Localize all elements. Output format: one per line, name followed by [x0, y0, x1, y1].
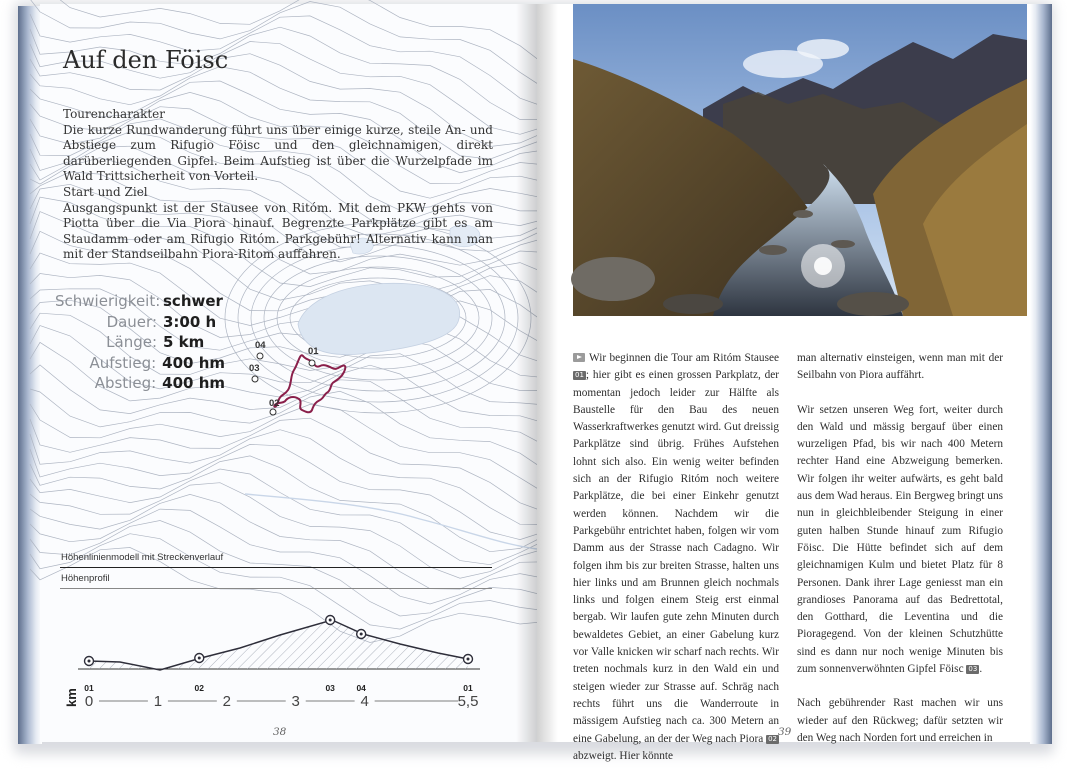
right-page: [537, 4, 1030, 762]
paragraph: [797, 695, 1003, 747]
profile-marker-label: 02: [194, 683, 204, 693]
waypoint-tag: 03: [968, 665, 978, 674]
tour-character-block: [63, 107, 493, 185]
waypoint-tag: 01: [575, 371, 584, 380]
start-goal-text: Ausgangspunkt ist der Stausee von Ritóm. Mit dem PKW gehts von Piotta über die Via Piora hinauf. Begrenzte Parkplätze gibt es am Staudamm oder am Rifugio Ritóm. Parkgebühr! Alternativ kann man mit der Standseilbahn Piora-Ritom auffahren.: [63, 200, 493, 261]
profile-marker-dot: [198, 657, 201, 660]
paragraph-text: Nach gebührender Rast machen wir uns wieder auf den Rückweg; dafür setzten wir den Weg nach Norden fort und erreichen in: [797, 697, 1003, 744]
elevation-profile: [40, 599, 537, 724]
text-column-1: [573, 350, 779, 765]
profile-area: [89, 620, 468, 670]
landscape-photo: [573, 4, 1027, 316]
tour-character-text: Die kurze Rundwanderung führt uns über einige kurze, steile An- und Abstiege zum Rifugio Föisc und den gleichnamigen, direkt darüberliegenden Gipfel. Beim Aufstieg ist über die Wurzelpfade im Wald Trittsicherheit von Vorteil.: [63, 122, 493, 183]
profile-tick-label: 4: [360, 693, 369, 710]
profile-marker-label: 03: [325, 683, 335, 693]
page-number-right: 39: [778, 726, 792, 738]
waypoint-label-01: 01: [308, 346, 319, 357]
route-overlay: [40, 4, 537, 549]
paragraph-text: man alternativ einsteigen, wenn man mit der Seilbahn von Piora auffährt.: [797, 352, 1003, 382]
waypoint-tag: 02: [768, 734, 777, 743]
start-goal-heading: Start und Ziel: [63, 185, 148, 199]
paragraph-text: Wir beginnen die Tour am Ritóm Stausee 01 ; hier gibt es einen grossen Parkplatz, der momentan jedoch leider zur Hälfte als Baustelle für den Bau des neuen Wasserkraftwerkes genutzt wird. Gut dreissig Parkplätze sind übrig. Frühes Aufstehen lohnt sich also. Ein wenig weiter befinden sich an der Rifugio Ritóm noch weitere Parkplätze, die bei einer Einkehr genutzt werden können. Nachdem wir die Parkgebühr entrichtet haben, folgen wir vom Damm aus der Strasse nach Cadagno. Wir folgen ihm bis zur breiten Strasse, halten uns hier links und am Brunnen gleich nochmals links und folgen einem Steig erst einmal bergab. Wir laufen gute zehn Minuten durch bewaldetes Gebiet, an einer Gabelung kurz vor Valle knicken wir scharf nach rechts. Wir treten nochmals kurz in den Wald ein und steigen wieder zur Strasse auf. Schräg nach rechts führt uns die Wanderroute in mässigem Aufstieg nach ca. 300 Metern an eine Gabelung, an der der Weg nach Piora 02 abzweigt. Hier könnte: [573, 352, 779, 762]
page-number-left: 38: [273, 726, 287, 738]
profile-marker-label: 01: [84, 683, 94, 693]
waypoint-04: [257, 353, 263, 359]
tour-title: Auf den Föisc: [63, 46, 229, 74]
profile-caption: Höhenprofil: [61, 573, 110, 584]
text-column-2: [797, 350, 1003, 747]
profile-tick-label: 2: [222, 693, 231, 710]
map-caption: Höhenlinienmodell mit Streckenverlauf: [61, 552, 224, 563]
profile-tick-label: 1: [153, 693, 163, 710]
waypoint-01: [309, 360, 315, 366]
book-edge-left: [18, 6, 42, 744]
paragraph-text: Wir setzen unseren Weg fort, weiter durch den Wald und mässig bergauf über einen wurzeligen Pfad, bis wir nach 400 Metern rechter Hand eine Abzweigung bemerken. Wir folgen ihr weiter aufwärts, es geht bald aus dem Wad heraus. Ein Bergweg bringt uns nun in gleichbleibender Steigung in einer guten halben Stunde hinauf zum Rifugio Föisc. Die Hütte befindet sich auf dem gleichnamigen Kulm und bietet Platz für 8 Personen. Dank ihrer Lage geniesst man ein grandioses Panorama auf das Bedrettotal, den Gotthard, die Leventina und die Pioragegend. Von der kleinen Schutzhütte sind es dann nur noch wenige Minuten bis zum sonnenverwöhnten Gipfel Föisc 03 .: [797, 403, 1003, 676]
book-edge-right: [1030, 4, 1052, 744]
profile-marker-label: 01: [463, 683, 473, 693]
paragraph: [797, 402, 1003, 679]
waypoint-02: [270, 409, 276, 415]
play-marker-icon: [573, 353, 585, 362]
paragraph: [797, 350, 1003, 385]
stat-length: Länge: 5 km: [106, 333, 205, 351]
tour-stats: [55, 292, 225, 395]
profile-tick-label: 3: [291, 693, 300, 710]
stat-duration: Dauer: 3:00 h: [106, 312, 217, 331]
left-page: [40, 4, 537, 742]
stat-difficulty: Schwierigkeit: schwer: [55, 292, 223, 310]
divider: [60, 588, 492, 589]
profile-marker-dot: [88, 660, 91, 663]
profile-marker-dot: [467, 658, 470, 661]
waypoint-label-03: 03: [249, 363, 260, 374]
waypoint-label-02: 02: [269, 398, 280, 409]
waypoint-label-04: 04: [255, 340, 266, 351]
paragraph: [573, 350, 779, 765]
waypoint-03: [252, 376, 258, 382]
profile-unit-label: km: [64, 688, 79, 707]
profile-tick-label: 0: [84, 693, 94, 710]
stat-descent: Abstieg: 400 hm: [94, 374, 225, 392]
tour-character-heading: Tourencharakter: [63, 107, 166, 121]
start-goal-block: [63, 185, 493, 263]
profile-tick-label: 5,5: [457, 693, 479, 710]
profile-marker-label: 04: [356, 683, 366, 693]
stat-ascent: Aufstieg: 400 hm: [89, 353, 225, 372]
profile-marker-dot: [360, 633, 363, 636]
profile-marker-dot: [329, 619, 332, 622]
divider: [60, 567, 492, 568]
